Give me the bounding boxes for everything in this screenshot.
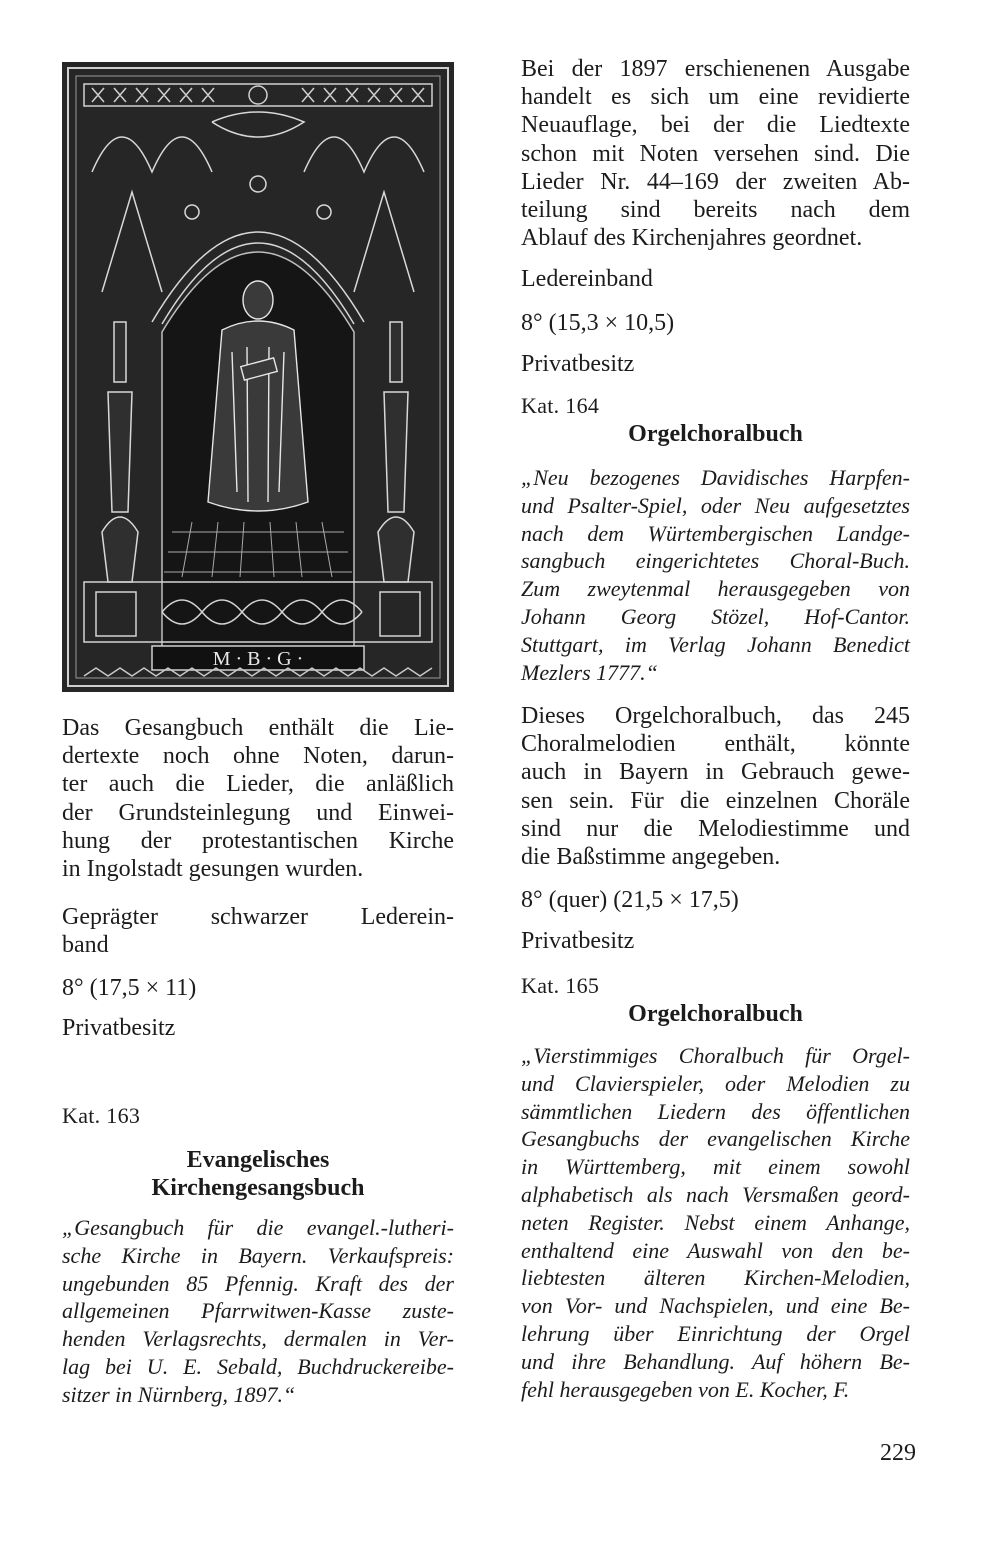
text-line: lehrung über Einrichtung der Orgel: [521, 1320, 910, 1346]
text-line: dertexte noch ohne Noten, darun-: [62, 743, 454, 770]
text-line: Stuttgart, im Verlag Johann Benedict: [521, 631, 910, 657]
page-number: 229: [880, 1440, 916, 1466]
entry-162-binding: [62, 903, 454, 959]
text-line: ungebunden 85 Pfennig. Kraft des der: [62, 1270, 454, 1296]
book-cover-image: [62, 62, 454, 692]
text-line: sen sein. Für die einzelnen Choräle: [521, 787, 910, 814]
text-line: neten Register. Nebst einem Anhange,: [521, 1209, 910, 1235]
text-line: der Grundsteinlegung und Einwei-: [62, 799, 454, 826]
text-line: sitzer in Nürnberg, 1897.“: [62, 1381, 296, 1407]
entry-164-owner: Privatbesitz: [521, 928, 635, 954]
entry-163-owner: Privatbesitz: [521, 351, 635, 377]
entry-164-description: [521, 702, 910, 871]
text-line: Ablauf des Kirchenjahres geordnet.: [521, 225, 863, 252]
text-line: in Württemberg, mit einem sowohl: [521, 1154, 910, 1180]
entry-163-title-line2: Kirchengesangsbuch: [151, 1175, 365, 1201]
entry-165-title: Orgelchoralbuch: [628, 1001, 803, 1027]
text-line: alphabetisch als nach Versmaßen geord-: [521, 1181, 910, 1207]
text-line: und Psalter-Spiel, oder Neu aufgesetztes: [521, 492, 910, 518]
text-line: Choralmelodien enthält, könnte: [521, 731, 910, 758]
text-line: lag bei U. E. Sebald, Buchdruckereibe-: [62, 1353, 454, 1379]
text-line: nach dem Würtembergischen Landge-: [521, 520, 910, 546]
entry-163-title-line1: Evangelisches: [186, 1147, 330, 1173]
text-line: „Vierstimmiges Choralbuch für Orgel-: [521, 1043, 910, 1068]
entry-163-title-quote: [62, 1214, 454, 1409]
text-line: henden Verlagsrechts, dermalen in Ver-: [62, 1326, 454, 1352]
entry-165-title-quote: [521, 1042, 910, 1403]
text-line: sangbuch eingerichtetes Choral-Buch.: [521, 548, 910, 574]
entry-162-owner: Privatbesitz: [62, 1015, 176, 1041]
text-line: teilung sind bereits nach dem: [521, 197, 910, 224]
text-line: sämmtlichen Liedern des öffentlichen: [521, 1098, 910, 1124]
text-line: Dieses Orgelchoralbuch, das 245: [521, 703, 910, 729]
text-line: Mezlers 1777.“: [521, 659, 658, 685]
text-line: von Vor- und Nachspielen, und eine Be-: [521, 1293, 910, 1319]
text-line: hung der protestantischen Kirche: [62, 827, 454, 854]
text-line: „Neu bezogenes Davidisches Harpfen-: [521, 465, 910, 490]
text-line: sind nur die Melodiestimme und: [521, 815, 910, 842]
cover-inscription: M · B · G ·: [212, 648, 304, 670]
text-line: und ihre Behandlung. Auf höhern Be-: [521, 1348, 910, 1374]
catalogue-number-164: Kat. 164: [521, 393, 600, 418]
entry-162-format: 8° (17,5 × 11): [62, 975, 197, 1001]
text-line: Bei der 1897 erschienenen Ausgabe: [521, 56, 910, 82]
text-line: Geprägter schwarzer Lederein-: [62, 904, 454, 930]
catalogue-number-163: Kat. 163: [62, 1103, 141, 1128]
text-line: in Ingolstadt gesungen wurden.: [62, 856, 364, 883]
text-line: schon mit Noten versehen sind. Die: [521, 140, 910, 167]
text-line: fehl herausgegeben von E. Kocher, F.: [521, 1376, 850, 1402]
text-line: sche Kirche in Bayern. Verkaufspreis:: [62, 1242, 454, 1268]
text-line: allgemeinen Pfarrwitwen-Kasse zuste-: [62, 1298, 454, 1324]
text-line: Das Gesangbuch enthält die Lie-: [62, 715, 454, 741]
text-line: Johann Georg Stözel, Hof-Cantor.: [521, 603, 910, 629]
entry-163-format: 8° (15,3 × 10,5): [521, 310, 675, 336]
text-line: die Baßstimme angegeben.: [521, 844, 781, 871]
text-line: band: [62, 932, 109, 959]
text-line: und Clavierspieler, oder Melodien zu: [521, 1070, 910, 1096]
text-line: enthaltend eine Auswahl von den be-: [521, 1237, 910, 1263]
text-line: „Gesangbuch für die evangel.-lutheri-: [62, 1215, 454, 1240]
entry-164-title: Orgelchoralbuch: [628, 421, 803, 447]
entry-163-description: [521, 55, 910, 252]
text-line: Neuauflage, bei der die Liedtexte: [521, 112, 910, 139]
text-line: Zum zweytenmal herausgegeben von: [521, 576, 910, 602]
text-line: ter auch die Lieder, die anläßlich: [62, 771, 454, 798]
embossed-cover-illustration: [62, 62, 454, 692]
text-line: handelt es sich um eine revidierte: [521, 84, 910, 111]
entry-163-binding: Ledereinband: [521, 266, 653, 292]
catalogue-number-165: Kat. 165: [521, 973, 600, 998]
entry-164-title-quote: [521, 464, 910, 686]
entry-164-format: 8° (quer) (21,5 × 17,5): [521, 887, 739, 913]
text-line: Lieder Nr. 44–169 der zweiten Ab-: [521, 168, 910, 195]
text-line: liebtesten älteren Kirchen-Melodien,: [521, 1265, 910, 1291]
text-line: Gesangbuchs der evangelischen Kirche: [521, 1126, 910, 1152]
entry-162-description: [62, 714, 454, 883]
text-line: auch in Bayern in Gebrauch gewe-: [521, 759, 910, 786]
